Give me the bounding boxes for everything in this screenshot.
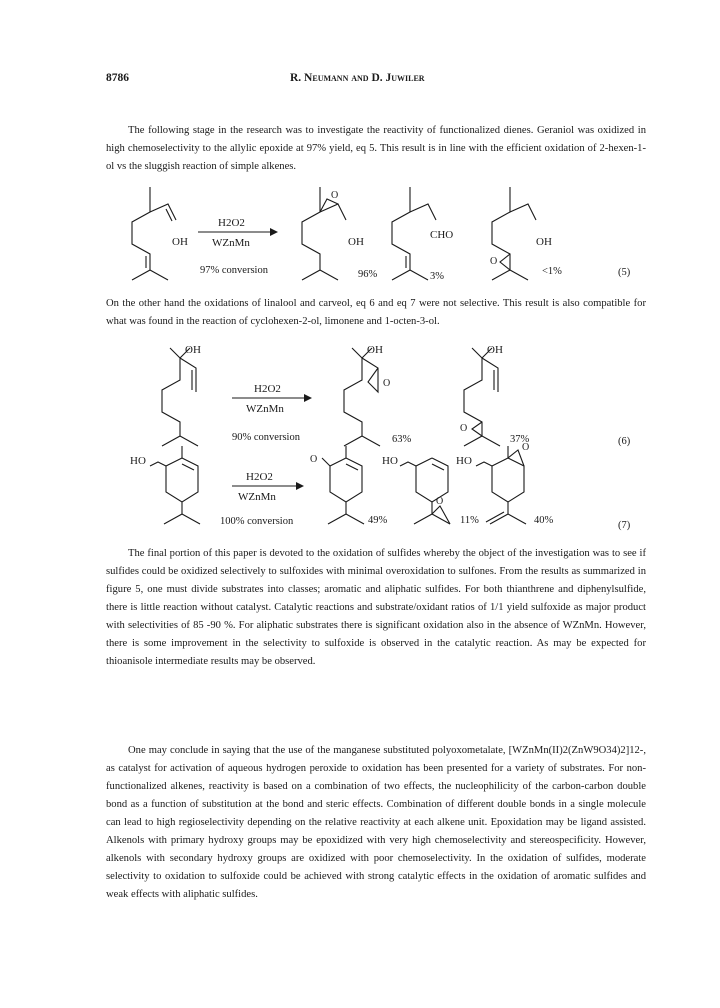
reagent-h2o2-7: H2O2: [246, 471, 273, 483]
conversion-label-6: 90% conversion: [232, 432, 300, 443]
diepoxide-oh-label: OH: [536, 236, 552, 248]
catalyst-wznmn-6: WZnMn: [246, 403, 284, 415]
yield-epoxide: 96%: [358, 269, 378, 280]
paragraph-linalool-carveol: [106, 295, 646, 331]
reaction-scheme-eq6-eq7: [0, 338, 720, 538]
trisub-o-label: O: [460, 423, 468, 434]
yield-37: 37%: [510, 434, 530, 445]
yield-40: 40%: [534, 515, 554, 526]
catalyst-wznmn-7: WZnMn: [238, 491, 276, 503]
paragraph-sulfides: [106, 545, 646, 671]
reaction-arrow-6: [232, 394, 312, 402]
reagent-h2o2-6: H2O2: [254, 383, 281, 395]
paragraph-conclusion: [106, 742, 646, 904]
reagent-h2o2: H2O2: [218, 217, 245, 229]
paragraph-text: The final portion of this paper is devoted to the oxidation of sulfides whereby the object of the investigation was to see if sulfides could be oxidized selectively to sulfoxides with minimal overoxidation to sulfones. From the results as summarized in figure 5, one must divide substrates into classes; aromatic and aliphatic sulfides. For both thianthrene and diphenylsulfide, there is little reaction without catalyst. Catalytic reactions and substrate/oxidant ratios of 1/1 yield sulfoxide as major product with selectivities of 85 -90 %. For aliphatic substrates there is significant oxidation also in the absence of WZnMn. However, there is some improvement in the selectivity to sulfoxide is observed in the catalytic reaction. As may be expected for thioanisole intermediate results may be observed.: [106, 548, 646, 667]
equation-number-5: (5): [618, 267, 631, 278]
paragraph-text: One may conclude in saying that the use of the manganese substituted polyoxometalate, [WZnMn(II)2(ZnW9O34)2]12-, as catalyst for activation of aqueous hydrogen peroxide to oxidation has been presented for a variety of substrates. For non-functionalized alkenes, reactivity is based on a combination of two effects, the nucleophilicity of the carbon-carbon double bond as a function of substitution at the bond and steric effects. Combination of different double bonds in a single molecule can lead to high regioselectivity depending on the relative reactivity at each alkene unit. Epoxidation may be ligand assisted. Alkenols with primary hydroxy groups may be epoxidized with very high chemoselectivity and stereospecificity. However, alkenols with secondary hydroxy groups are oxidized with poor chemoselectivity. In the oxidation of sulfides, moderate selectivity to oxidation to sulfoxide could be achieved with strong catalytic effects in the oxidation of aromatic sulfides and weak effects with aliphatic sulfides.: [106, 745, 646, 900]
reaction-arrow-5: [198, 228, 278, 236]
yield-aldehyde: 3%: [430, 271, 444, 282]
equation-number-7: (7): [618, 520, 631, 531]
reaction-arrow-7: [232, 482, 304, 490]
linalool-epoxide-structure: [344, 348, 380, 446]
linalool-structure: [162, 348, 198, 446]
product-oh-label: OH: [348, 236, 364, 248]
linalool-oh-label: OH: [185, 344, 201, 356]
page-number: 8786: [106, 72, 129, 84]
exo-epoxide-o-label: O: [436, 496, 444, 507]
exo-epoxide-ho-label: HO: [382, 455, 398, 467]
carveol-structure: [150, 446, 200, 524]
catalyst-wznmn: WZnMn: [212, 237, 250, 249]
linalool-epoxide-oh-label: OH: [367, 344, 383, 356]
ring-epoxide-ho-label: HO: [456, 455, 472, 467]
geraniol-structure: [132, 187, 176, 280]
carvone-structure: [322, 446, 364, 524]
trisub-oh-label: OH: [487, 344, 503, 356]
conversion-label: 97% conversion: [200, 265, 268, 276]
diepoxide-o-label: O: [490, 256, 498, 267]
diepoxide-product-structure: [492, 187, 536, 280]
equation-number-6: (6): [618, 436, 631, 447]
oh-label: OH: [172, 236, 188, 248]
linalool-trisub-epoxide-structure: [464, 348, 500, 446]
epoxide-o-label: O: [331, 190, 339, 201]
running-header: [106, 72, 646, 88]
carveol-ring-epoxide-structure: [476, 446, 526, 524]
paragraph-text: The following stage in the research was to investigate the reactivity of functionalized dienes. Geraniol was oxidized in high chemoselectivity to the allylic epoxide at 97% yield, eq 5. This result is in line with the efficient oxidation of 2-hexen-1-ol vs the sluggish reaction of simple alkenes.: [106, 125, 646, 172]
carveol-ho-label: HO: [130, 455, 146, 467]
yield-diepoxide: <1%: [542, 266, 562, 277]
ring-epoxide-o-label: O: [522, 442, 530, 453]
yield-11: 11%: [460, 515, 479, 526]
paragraph-text: On the other hand the oxidations of linalool and carveol, eq 6 and eq 7 were not selective. This result is also compatible for what was found in the reaction of cyclohexen-2-ol, limonene and 1-octen-3-ol.: [106, 298, 646, 327]
carveol-exo-epoxide-structure: [400, 458, 450, 524]
reaction-scheme-eq5: [0, 182, 720, 292]
carvone-o-label: O: [310, 454, 318, 465]
yield-63: 63%: [392, 434, 412, 445]
linalool-epoxide-o-label: O: [383, 378, 391, 389]
epoxide-product-structure: [302, 187, 346, 280]
running-authors: R. Neumann and D. Juwiler: [290, 72, 425, 84]
paragraph-dienes: [106, 122, 646, 176]
cho-label: CHO: [430, 229, 454, 241]
yield-49: 49%: [368, 515, 388, 526]
conversion-label-7: 100% conversion: [220, 516, 294, 527]
